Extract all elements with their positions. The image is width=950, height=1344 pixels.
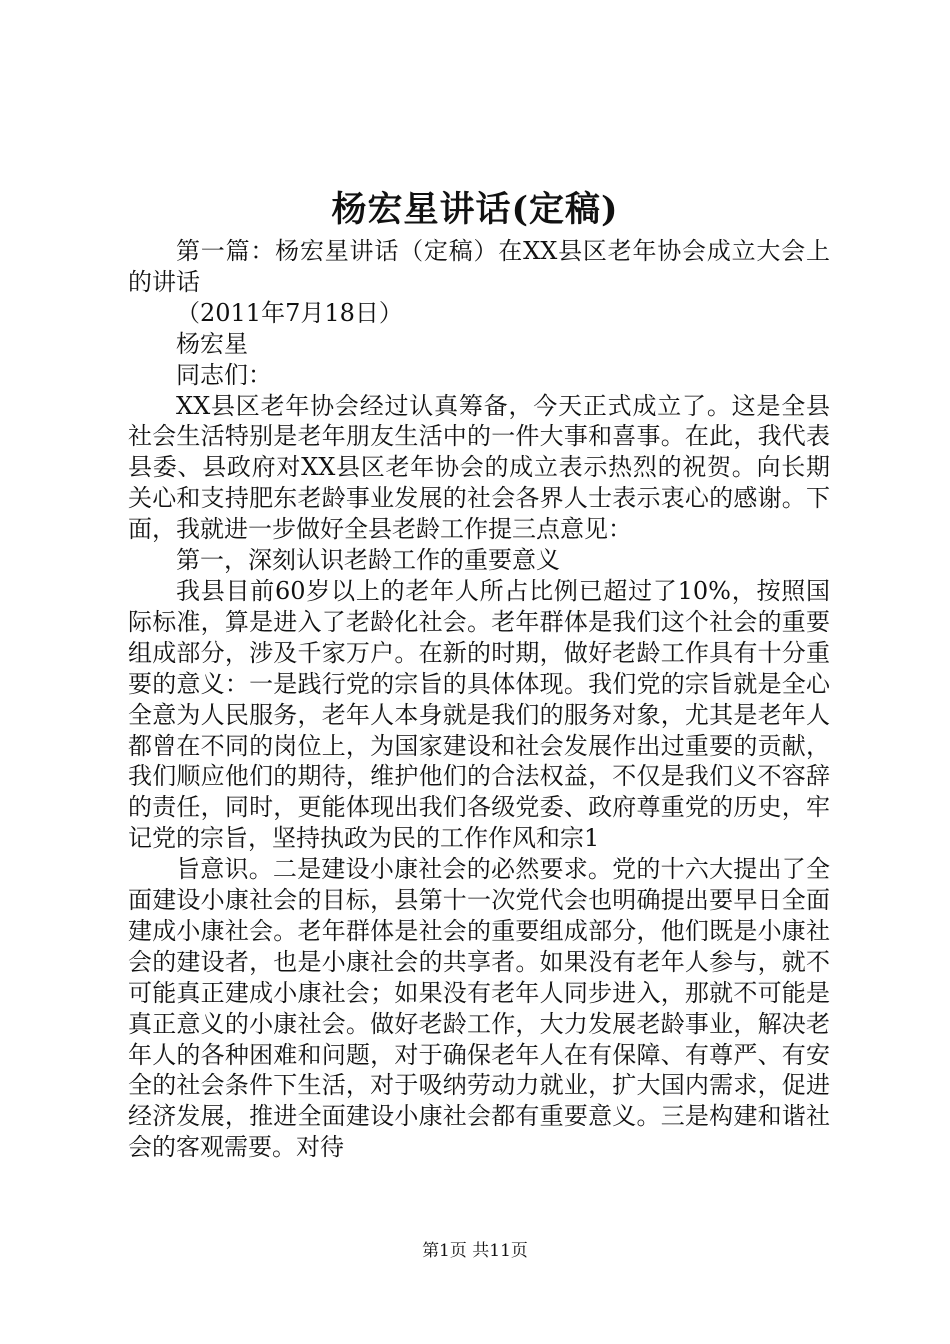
paragraph-section-heading: 第一，深刻认识老龄工作的重要意义 bbox=[176, 546, 560, 575]
paragraph-body-2: 旨意识。二是建设小康社会的必然要求。党的十六大提出了全面建设小康社会的目标，县第十一次党代会也明确提出要早日全面建成小康社会。老年群体是社会的重要组成部分，他们既是小康社会的建设者，也是小康社会的共享者。如果没有老年人参与，就不可能真正建成小康社会；如果没有老年人同步进入，那就不可能是真正意义的小康社会。做好老龄工作，大力发展老龄事业，解决老年人的各种困难和问题，对于确保老年人在有保障、有尊严、有安全的社会条件下生活，对于吸纳劳动力就业，扩大国内需求，促进经济发展，推进全面建设小康社会都有重要意义。三是构建和谐社会的客观需要。对待 bbox=[128, 855, 830, 1162]
document-title: 杨宏星讲话(定稿) bbox=[331, 189, 619, 230]
page-footer: 第1页 共11页 bbox=[422, 1241, 528, 1261]
paragraph-intro: XX县区老年协会经过认真筹备，今天正式成立了。这是全县社会生活特别是老年朋友生活中的一件大事和喜事。在此，我代表县委、县政府对XX县区老年协会的成立表示热烈的祝贺。向长期关心和支持肥东老龄事业发展的社会各界人士表示衷心的感谢。下面，我就进一步做好全县老龄工作提三点意见： bbox=[128, 391, 830, 544]
paragraph-date: （2011年7月18日） bbox=[176, 298, 403, 327]
paragraph-speaker: 杨宏星 bbox=[176, 329, 248, 358]
paragraph-salutation: 同志们： bbox=[176, 360, 272, 389]
paragraph-body-1: 我县目前60岁以上的老年人所占比例已超过了10%，按照国际标准，算是进入了老龄化社会。老年群体是我们这个社会的重要组成部分，涉及千家万户。在新的时期，做好老龄工作具有十分重要的意义：一是践行党的宗旨的具体体现。我们党的宗旨就是全心全意为人民服务，老年人本身就是我们的服务对象，尤其是老年人都曾在不同的岗位上，为国家建设和社会发展作出过重要的贡献，我们顺应他们的期待，维护他们的合法权益，不仅是我们义不容辞的责任，同时，更能体现出我们各级党委、政府尊重党的历史，牢记党的宗旨，坚持执政为民的工作作风和宗1 bbox=[128, 576, 830, 853]
paragraph-heading: 第一篇：杨宏星讲话（定稿）在XX县区老年协会成立大会上的讲话 bbox=[128, 237, 830, 296]
document-body bbox=[128, 236, 830, 1163]
